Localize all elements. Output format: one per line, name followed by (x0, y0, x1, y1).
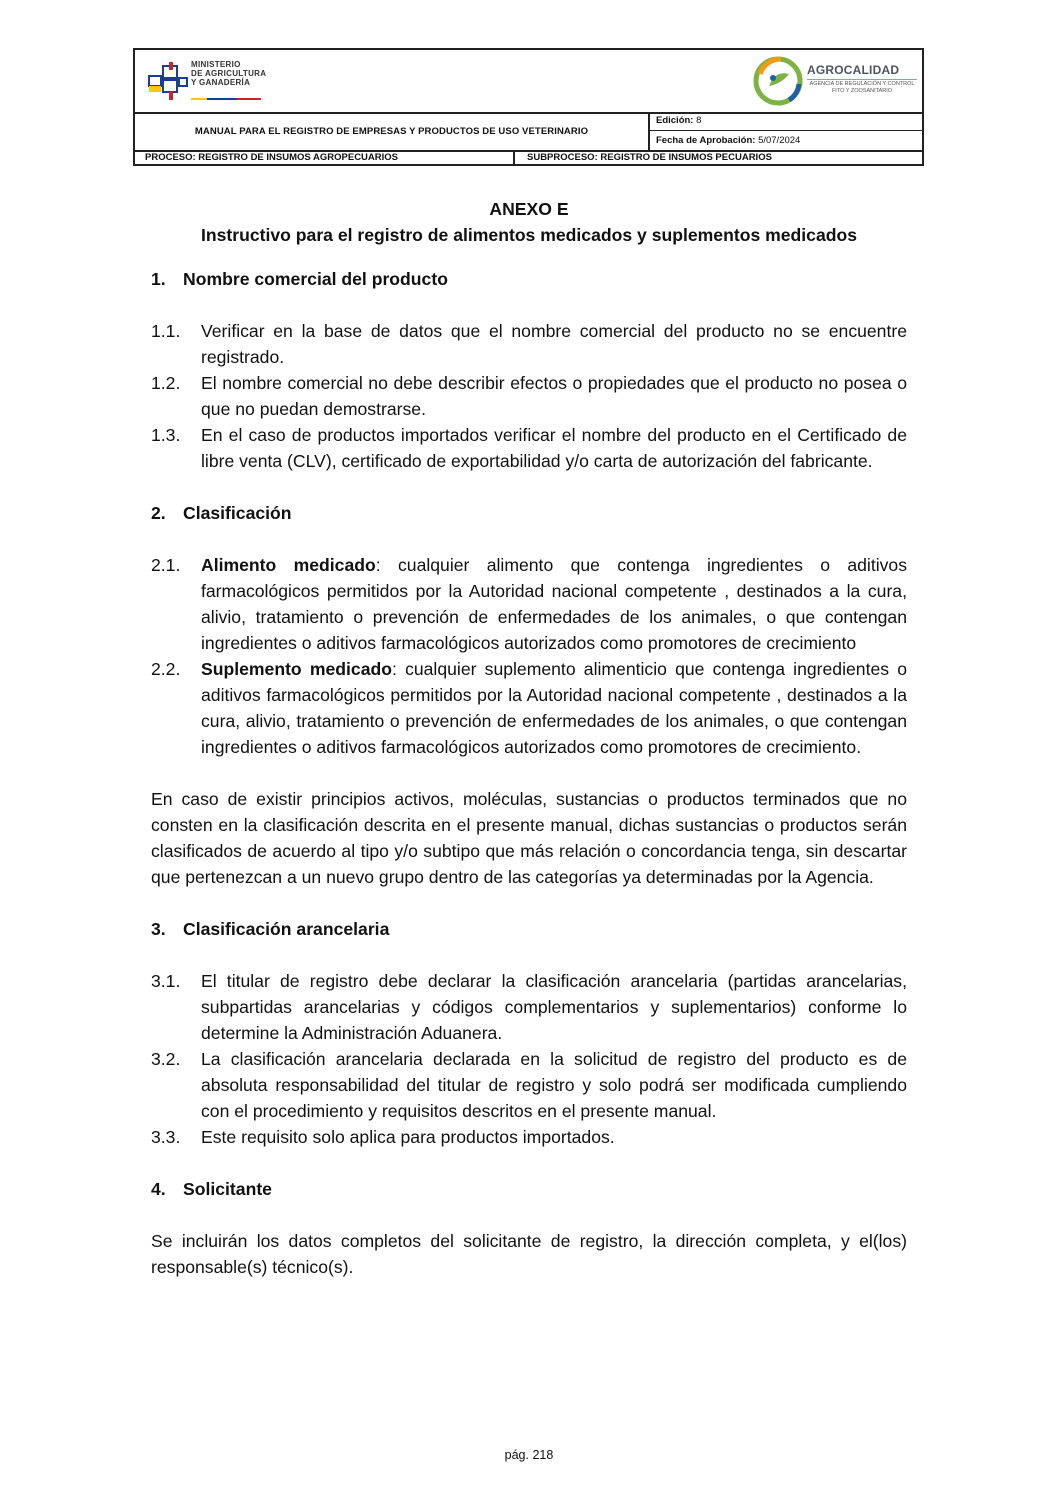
list-item: 2.2. Suplemento medicado: cualquier suplemento alimenticio que contenga ingredientes o aditivos farmacológicos permitidos por la Autoridad nacional competente , destinados a la cura, alivio, tratamiento o prevención de enfermedades de los animales, o que contengan ingredientes o aditivos farmacológicos autorizados como promotores de crecimiento. (151, 659, 908, 757)
annex-subtitle: Instructivo para el registro de alimentos medicados y suplementos medicados (200, 225, 858, 245)
subprocess-label: SUBPROCESO: REGISTRO DE INSUMOS PECUARIOS (527, 152, 772, 163)
section-paragraph: En caso de existir principios activos, moléculas, sustancias o productos terminados que no consten en la clasificación descrita en el presente manual, dichas sustancias o productos serán clasificados de acuerdo al tipo y/o subtipo que más relación o concordancia tenga, sin descartar que pertenezcan a un nuevo grupo dentro de las categorías ya determinadas por la Agencia. (151, 789, 907, 887)
header-logos-row (135, 50, 922, 114)
list-item: 1.2. El nombre comercial no debe describir efectos o propiedades que el producto no posea o que no puedan demostrarse. (151, 373, 907, 419)
header-process-row (135, 150, 922, 166)
process-label: PROCESO: REGISTRO DE INSUMOS AGROPECUARIOS (135, 150, 515, 166)
manual-title: MANUAL PARA EL REGISTRO DE EMPRESAS Y PRODUCTOS DE USO VETERINARIO (135, 112, 650, 150)
edition-cell (650, 112, 922, 131)
agency-name: AGROCALIDAD (807, 63, 900, 77)
approval-date-cell (650, 131, 922, 150)
list-item: 1.1. Verificar en la base de datos que el nombre comercial del producto no se encuentre registrado. (151, 321, 907, 367)
agency-subtitle: AGENCIA DE REGULACIÓN Y CONTROL FITO Y ZOOSANITARIO (807, 79, 917, 95)
list-item: 2.1. Alimento medicado: cualquier alimento que contenga ingredientes o aditivos farmacológicos permitidos por la Autoridad nacional competente , destinados a la cura, alivio, tratamiento o prevención de enfermedades de los animales, o que contengan ingredientes o aditivos farmacológicos autorizados como promotores de crecimiento (151, 555, 908, 653)
list-item: 3.3. Este requisito solo aplica para productos importados. (151, 1127, 615, 1147)
annex-title: ANEXO E (489, 199, 569, 219)
list-item: 3.1. El titular de registro debe declarar la clasificación arancelaria (partidas arancelarias, subpartidas arancelarias y códigos complementarios y suplementarios) conforme lo determine la Administración Aduanera. (151, 971, 907, 1043)
section-heading: 1. Nombre comercial del producto (151, 269, 448, 289)
list-item: 3.2. La clasificación arancelaria declarada en la solicitud de registro del producto es de absoluta responsabilidad del titular de registro y solo podrá ser modificada cumpliendo con el procedimiento y requisitos descritos en el presente manual. (151, 1049, 907, 1121)
document-body (151, 196, 907, 1280)
section-paragraph: Se incluirán los datos completos del solicitante de registro, la dirección completa, y el(los) responsable(s) técnico(s). (151, 1231, 907, 1277)
section-heading: 4. Solicitante (151, 1179, 272, 1199)
edition-label: Edición: (656, 115, 694, 126)
document-header (133, 48, 924, 166)
header-title-row (135, 112, 922, 152)
approval-date-value: 5/07/2024 (758, 135, 801, 146)
section-heading: 3. Clasificación arancelaria (151, 919, 390, 939)
section-heading: 2. Clasificación (151, 503, 292, 523)
ministry-logo-text: MINISTERIO DE AGRICULTURA Y GANADERÍA (191, 60, 267, 87)
list-item: 1.3. En el caso de productos importados verificar el nombre del producto en el Certificado de libre venta (CLV), certificado de exportabilidad y/o carta de autorización del fabricante. (151, 425, 907, 471)
approval-date-label: Fecha de Aprobación: (656, 135, 756, 146)
edition-value: 8 (696, 115, 702, 126)
page-number: pág. 218 (504, 1448, 554, 1462)
